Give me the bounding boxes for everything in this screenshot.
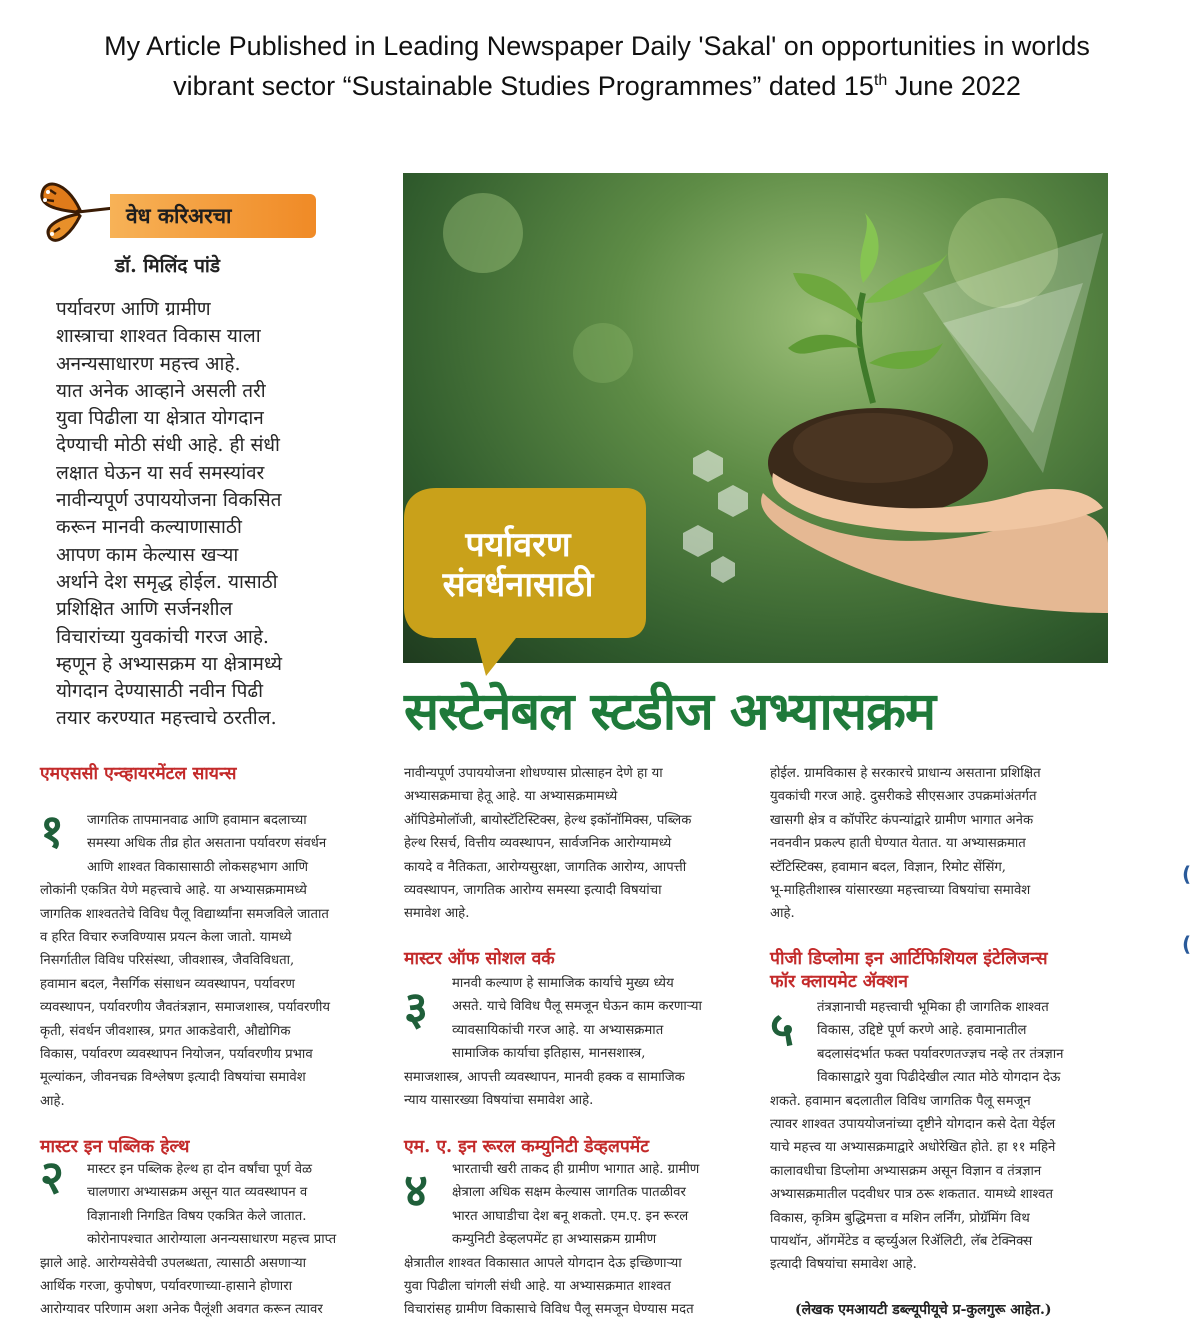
section-1-title: एमएससी एन्व्हायरमेंटल सायन्स [40,764,237,784]
section-5-body [770,996,1110,1277]
intro-line: म्हणून हे अभ्यासक्रम या क्षेत्रामध्ये [56,652,283,675]
body-line: आहे. [770,906,795,922]
intro-line: तयार करण्यात महत्त्वाचे ठरतील. [56,707,277,730]
body-line: अभ्यासक्रमाचा हेतू आहे. या अभ्यासक्रमामध्ये [404,789,618,805]
body-line: आणि शाश्वत विकासासाठी लोकसहभाग आणि [87,859,309,875]
intro-line: पर्यावरण आणि ग्रामीण [56,298,211,320]
body-line: आहे. [40,1093,65,1109]
intro-line: अर्थाने देश समृद्ध होईल. यासाठी [56,570,278,593]
body-line: न्याय यासारख्या विषयांचा समावेश आहे. [404,1093,594,1109]
middle-column-top [404,762,749,926]
body-line: विकास, उद्दिष्टे पूर्ण करणे आहे. हवामानातील [817,1023,1027,1039]
body-line: भारताची खरी ताकद ही ग्रामीण भागात आहे. ग्रामीण [452,1162,700,1177]
body-line: व्यवस्थापन, जागतिक आरोग्य समस्या इत्यादी विषयांचा [404,883,662,899]
section-4-number: ४ [404,1163,428,1217]
intro-line: युवा पिढीला या क्षेत्रात योगदान [56,407,264,430]
body-line: विकासाद्वारे युवा पिढीदेखील त्यात मोठे योगदान देऊ [817,1070,1061,1086]
caption-line-2 [0,66,1194,106]
body-line: कोरोनापश्चात आरोग्याला अनन्यसाधारण महत्त्व प्राप्त [87,1232,337,1248]
body-line: जागतिक शाश्वततेचे विविध पैलू विद्यार्थ्यांना समजविले जातात [40,906,329,922]
right-column-top [770,762,1110,926]
body-line: त्यावर शाश्वत उपाययोजनांच्या दृष्टीने योगदान कसे देता येईल [770,1117,1056,1133]
intro-line: प्रशिक्षित आणि सर्जनशील [56,598,233,621]
body-line: भू-माहितीशास्त्र यांसारख्या महत्त्वाच्या विषयांचा समावेश [770,883,1031,899]
body-line: आरोग्यावर परिणाम अशा अनेक पैलूंशी अवगत करून त्यावर [40,1302,323,1318]
body-line: असते. याचे विविध पैलू समजून घेऊन काम करणाऱ्या [452,999,702,1015]
author-credit: (लेखक एमआयटी डब्ल्यूपीयूचे प्र-कुलगुरू आहेत.) [795,1302,1052,1318]
body-line: जागतिक तापमानवाढ आणि हवामान बदलाच्या [87,813,307,828]
section-5-number: ५ [770,1002,794,1056]
body-line: आर्थिक गरजा, कुपोषण, पर्यावरणाच्या-हासाने होणारा [40,1279,293,1295]
section-5-title-line-2: फॉर क्लायमेट ॲक्शन [770,972,908,992]
body-line: मानवी कल्याण हे सामाजिक कार्याचे मुख्य ध्येय [452,976,674,991]
column-tag: वेध करिअरचा [110,194,316,238]
caption-superscript: th [873,72,888,89]
intro-text [56,296,356,733]
intro-line: विचारांच्या युवकांची गरज आहे. [56,625,269,648]
body-line: ऑपिडेमोलॉजी, बायोस्टॅटिस्टिक्स, हेल्थ इकॉनॉमिक्स, पब्लिक [404,812,692,828]
body-line: युवकांची गरज आहे. दुसरीकडे सीएसआर उपक्रमांअंतर्गत [770,789,1037,805]
body-line: खासगी क्षेत्र व कॉर्पोरेट कंपन्यांद्वारे ग्रामीण भागात अनेक [770,812,1034,828]
body-line: सामाजिक कार्याचा इतिहास, मानसशास्त्र, [452,1046,646,1062]
section-3-title: मास्टर ऑफ सोशल वर्क [404,949,555,969]
body-line: युवा पिढीला चांगली संधी आहे. या अभ्यासक्रमात शाश्वत [404,1279,671,1295]
body-line: कालावधीचा डिप्लोमा अभ्यासक्रम असून विज्ञान व तंत्रज्ञान [770,1163,1042,1179]
section-2-number: २ [40,1150,64,1204]
intro-line: देण्याची मोठी संधी आहे. ही संधी [56,434,280,457]
body-line: समस्या अधिक तीव्र होत असताना पर्यावरण संवर्धन [87,836,327,852]
body-line: अभ्यासक्रमातील पदवीधर पात्र ठरू शकतात. यामध्ये शाश्वत [770,1187,1053,1203]
body-line: कम्युनिटी डेव्हलपमेंट हा अभ्यासक्रम ग्रामीण [452,1232,657,1248]
body-line: क्षेत्राला अधिक सक्षम केल्यास जागतिक पातळीवर [452,1185,686,1201]
bubble-line-2: संवर्धनासाठी [442,565,594,605]
body-line: याचे महत्त्व या अभ्यासक्रमाद्वारे अधोरेखित होते. हा ११ महिने [770,1140,1056,1156]
body-line: नावीन्यपूर्ण उपाययोजना शोधण्यास प्रोत्साहन देणे हा या [404,766,663,781]
intro-line: लक्षात घेऊन या सर्व समस्यांवर [56,461,265,484]
body-line: चालणारा अभ्यासक्रम असून यात व्यवस्थापन व [87,1185,308,1201]
speech-bubble-text [398,525,638,605]
page-caption [0,26,1194,106]
section-5-title-line-1: पीजी डिप्लोमा इन आर्टिफिशियल इंटेलिजन्स [770,949,1048,969]
body-line: विचारांसह ग्रामीण विकासाचे विविध पैलू समजून घेण्यास मदत [404,1302,694,1318]
body-line: हेल्थ रिसर्च, वित्तीय व्यवस्थापन, सार्वजनिक आरोग्यामध्ये [404,836,672,852]
body-line: मास्टर इन पब्लिक हेल्थ हा दोन वर्षांचा पूर्ण वेळ [87,1162,313,1177]
section-3-body [404,972,749,1112]
section-4-body [404,1158,749,1322]
intro-line: योगदान देण्यासाठी नवीन पिढी [56,680,263,703]
body-line: व्यावसायिकांची गरज आहे. या अभ्यासक्रमात [452,1022,664,1038]
caption-line-1: My Article Published in Leading Newspaper Daily 'Sakal' on opportunities in worlds [104,31,1090,61]
body-line: झाले आहे. आरोग्यसेवेची उपलब्धता, त्यासाठी असणाऱ्या [40,1255,307,1271]
body-line: समाजशास्त्र, आपत्ती व्यवस्थापन, मानवी हक्क व सामाजिक [404,1069,685,1085]
intro-line: शास्त्राचा शाश्वत विकास याला [56,325,261,348]
intro-line: अनन्यसाधारण महत्त्व आहे. [56,352,241,375]
section-1-number: १ [40,804,64,858]
body-line: कायदे व नैतिकता, आरोग्यसुरक्षा, जागतिक आरोग्य, आपत्ती [404,859,687,875]
caption-line-2-text: vibrant sector “Sustainable Studies Programmes” dated 15 [173,71,874,101]
body-line: शकते. हवामान बदलातील विविध जागतिक पैलू समजून [770,1093,1031,1109]
caption-line-2-end: June 2022 [887,71,1021,101]
body-line: कृती, संवर्धन जीवशास्त्र, प्रगत आकडेवारी, औद्योगिक [40,1023,291,1039]
body-line: पायथॉन, ऑगमेंटेड व व्हर्च्युअल रिॲलिटी, लॅब टेक्निक्स [770,1234,1033,1250]
headline: सस्टेनेबल स्टडीज अभ्यासक्रम [404,682,936,742]
body-line: समावेश आहे. [404,906,470,922]
body-line: विकास, कृत्रिम बुद्धिमत्ता व मशिन लर्निंग, प्रोग्रॅमिंग विथ [770,1210,1030,1226]
body-line: व हरित विचार रुजविण्यास प्रयत्न केला जातो. यामध्ये [40,930,292,946]
edge-mark: ( [1182,862,1192,886]
body-line: भारत आघाडीचा देश बनू शकतो. एम.ए. इन रूरल [452,1208,689,1224]
body-line: विकास, पर्यावरण व्यवस्थापन नियोजन, पर्यावरणीय प्रभाव [40,1047,313,1063]
body-line: व्यवस्थापन, पर्यावरणीय जैवतंत्रज्ञान, समाजशास्त्र, पर्यावरणीय [40,1000,331,1016]
body-line: क्षेत्रातील शाश्वत विकासात आपले योगदान देऊ इच्छिणाऱ्या [404,1255,682,1271]
body-line: बदलासंदर्भात फक्त पर्यावरणतज्ज्ञच नव्हे तर तंत्रज्ञान [817,1046,1064,1062]
intro-line: आपण काम केल्यास खऱ्या [56,543,239,566]
body-line: इत्यादी विषयांचा समावेश आहे. [770,1257,917,1273]
body-line: मूल्यांकन, जीवनचक्र विश्लेषण इत्यादी विषयांचा समावेश [40,1070,306,1086]
body-line: निसर्गातील विविध परिसंस्था, जीवशास्त्र, जैवविविधता, [40,953,295,969]
body-line: हवामान बदल, नैसर्गिक संसाधन व्यवस्थापन, पर्यावरण [40,976,295,992]
section-1-body [40,809,380,1113]
edge-mark: ( [1182,932,1192,956]
intro-line: करून मानवी कल्याणासाठी [56,516,242,539]
body-line: लोकांनी एकत्रित येणे महत्त्वाचे आहे. या अभ्यासक्रमामध्ये [40,883,307,899]
section-3-number: ३ [404,981,428,1035]
intro-line: नावीन्यपूर्ण उपाययोजना विकसित [56,489,282,512]
body-line: होईल. ग्रामविकास हे सरकारचे प्राधान्य असताना प्रशिक्षित [770,766,1041,781]
section-2-title: मास्टर इन पब्लिक हेल्थ [40,1137,190,1157]
body-line: स्टॅटिस्टिक्स, हवामान बदल, विज्ञान, रिमोट सेंसिंग, [770,859,1006,875]
body-line: विज्ञानाशी निगडित विषय एकत्रित केले जातात. [87,1208,307,1224]
author-name: डॉ. मिलिंद पांडे [115,255,220,277]
intro-line: यात अनेक आव्हाने असली तरी [56,379,266,402]
body-line: तंत्रज्ञानाची महत्त्वाची भूमिका ही जागतिक शाश्वत [817,1000,1049,1015]
section-4-title: एम. ए. इन रूरल कम्युनिटी डेव्हलपमेंट [404,1137,650,1157]
bubble-line-1: पर्यावरण [465,525,571,565]
body-line: नवनवीन प्रकल्प हाती घेण्यात येतात. या अभ्यासक्रमात [770,836,1026,852]
section-2-body [40,1158,380,1322]
